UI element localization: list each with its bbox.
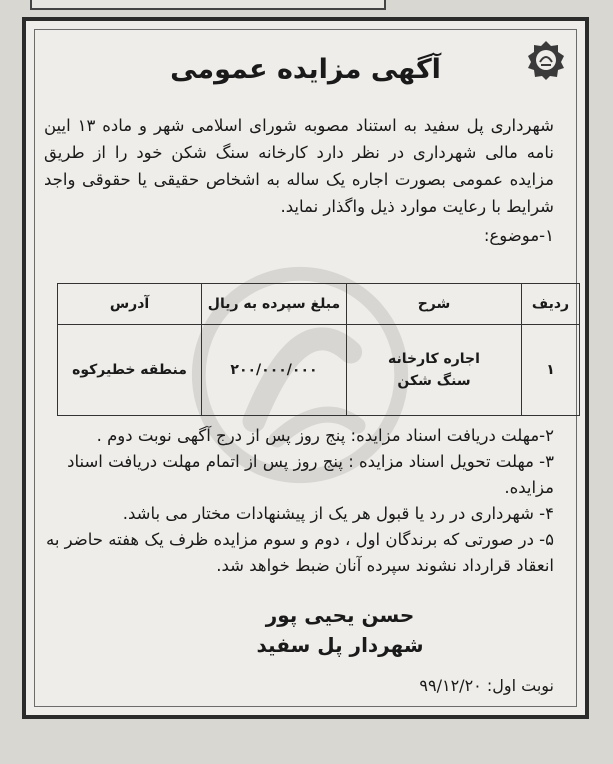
condition-item: ۴- شهرداری در رد یا قبول هر یک از پیشنهادات مختار می باشد.	[122, 504, 554, 523]
previous-ad-border	[30, 0, 386, 10]
description-text: اجاره کارخانه سنگ شکن	[388, 351, 480, 389]
notice-title: آگهی مزایده عمومی	[170, 54, 441, 85]
issue-date: ۹۹/۱۲/۲۰	[419, 676, 482, 695]
signatory-name: حسن یحیی پور	[265, 603, 415, 627]
intro-paragraph: شهرداری پل سفید به استناد مصوبه شورای اسلامی شهر و ماده ۱۳ ایین نامه مالی شهرداری در نظر دارد کارخانه سنگ شکن خود را از طریق مزایده عمومی بصورت اجاره یک ساله به اشخاص حقیقی یا حقوقی واجد شرایط با رعایت موارد ذیل واگذار نماید.	[44, 116, 554, 216]
cell-row-number: ۱	[522, 325, 580, 416]
signatory-title: شهردار پل سفید	[256, 633, 424, 657]
deposit-amount: ۲۰۰/۰۰۰/۰۰۰	[230, 362, 318, 378]
header-description: شرح	[347, 284, 522, 325]
signature-block	[220, 600, 460, 660]
ad-frame	[22, 17, 589, 719]
cell-address: منطقه خطیرکوه	[58, 325, 202, 416]
condition-item: ۵- در صورتی که برندگان اول ، دوم و سوم مزایده ظرف یک هفته حاضر به انعقاد قرارداد نشوند سپرده آنان ضبط خواهد شد.	[45, 530, 554, 575]
conditions-list	[24, 423, 554, 579]
cell-description	[347, 325, 522, 416]
issue-label: نوبت اول:	[486, 676, 554, 695]
table-header-row	[58, 284, 580, 325]
items-table	[57, 283, 580, 416]
condition-item: ۲-مهلت دریافت اسناد مزایده: پنج روز پس از درج آگهی نوبت دوم .	[96, 426, 554, 445]
table-row	[58, 325, 580, 416]
cell-deposit-amount	[202, 325, 347, 416]
header-deposit-amount: مبلغ سپرده به ریال	[202, 284, 347, 325]
header-address: آدرس	[58, 284, 202, 325]
subject-label: ۱-موضوع:	[483, 226, 554, 245]
header-row-number: ردیف	[522, 284, 580, 325]
issue-line	[419, 676, 554, 695]
ad-inner-border	[34, 29, 577, 707]
condition-item: ۳- مهلت تحویل اسناد مزایده : پنج روز پس از اتمام مهلت دریافت اسناد مزایده.	[67, 452, 554, 497]
